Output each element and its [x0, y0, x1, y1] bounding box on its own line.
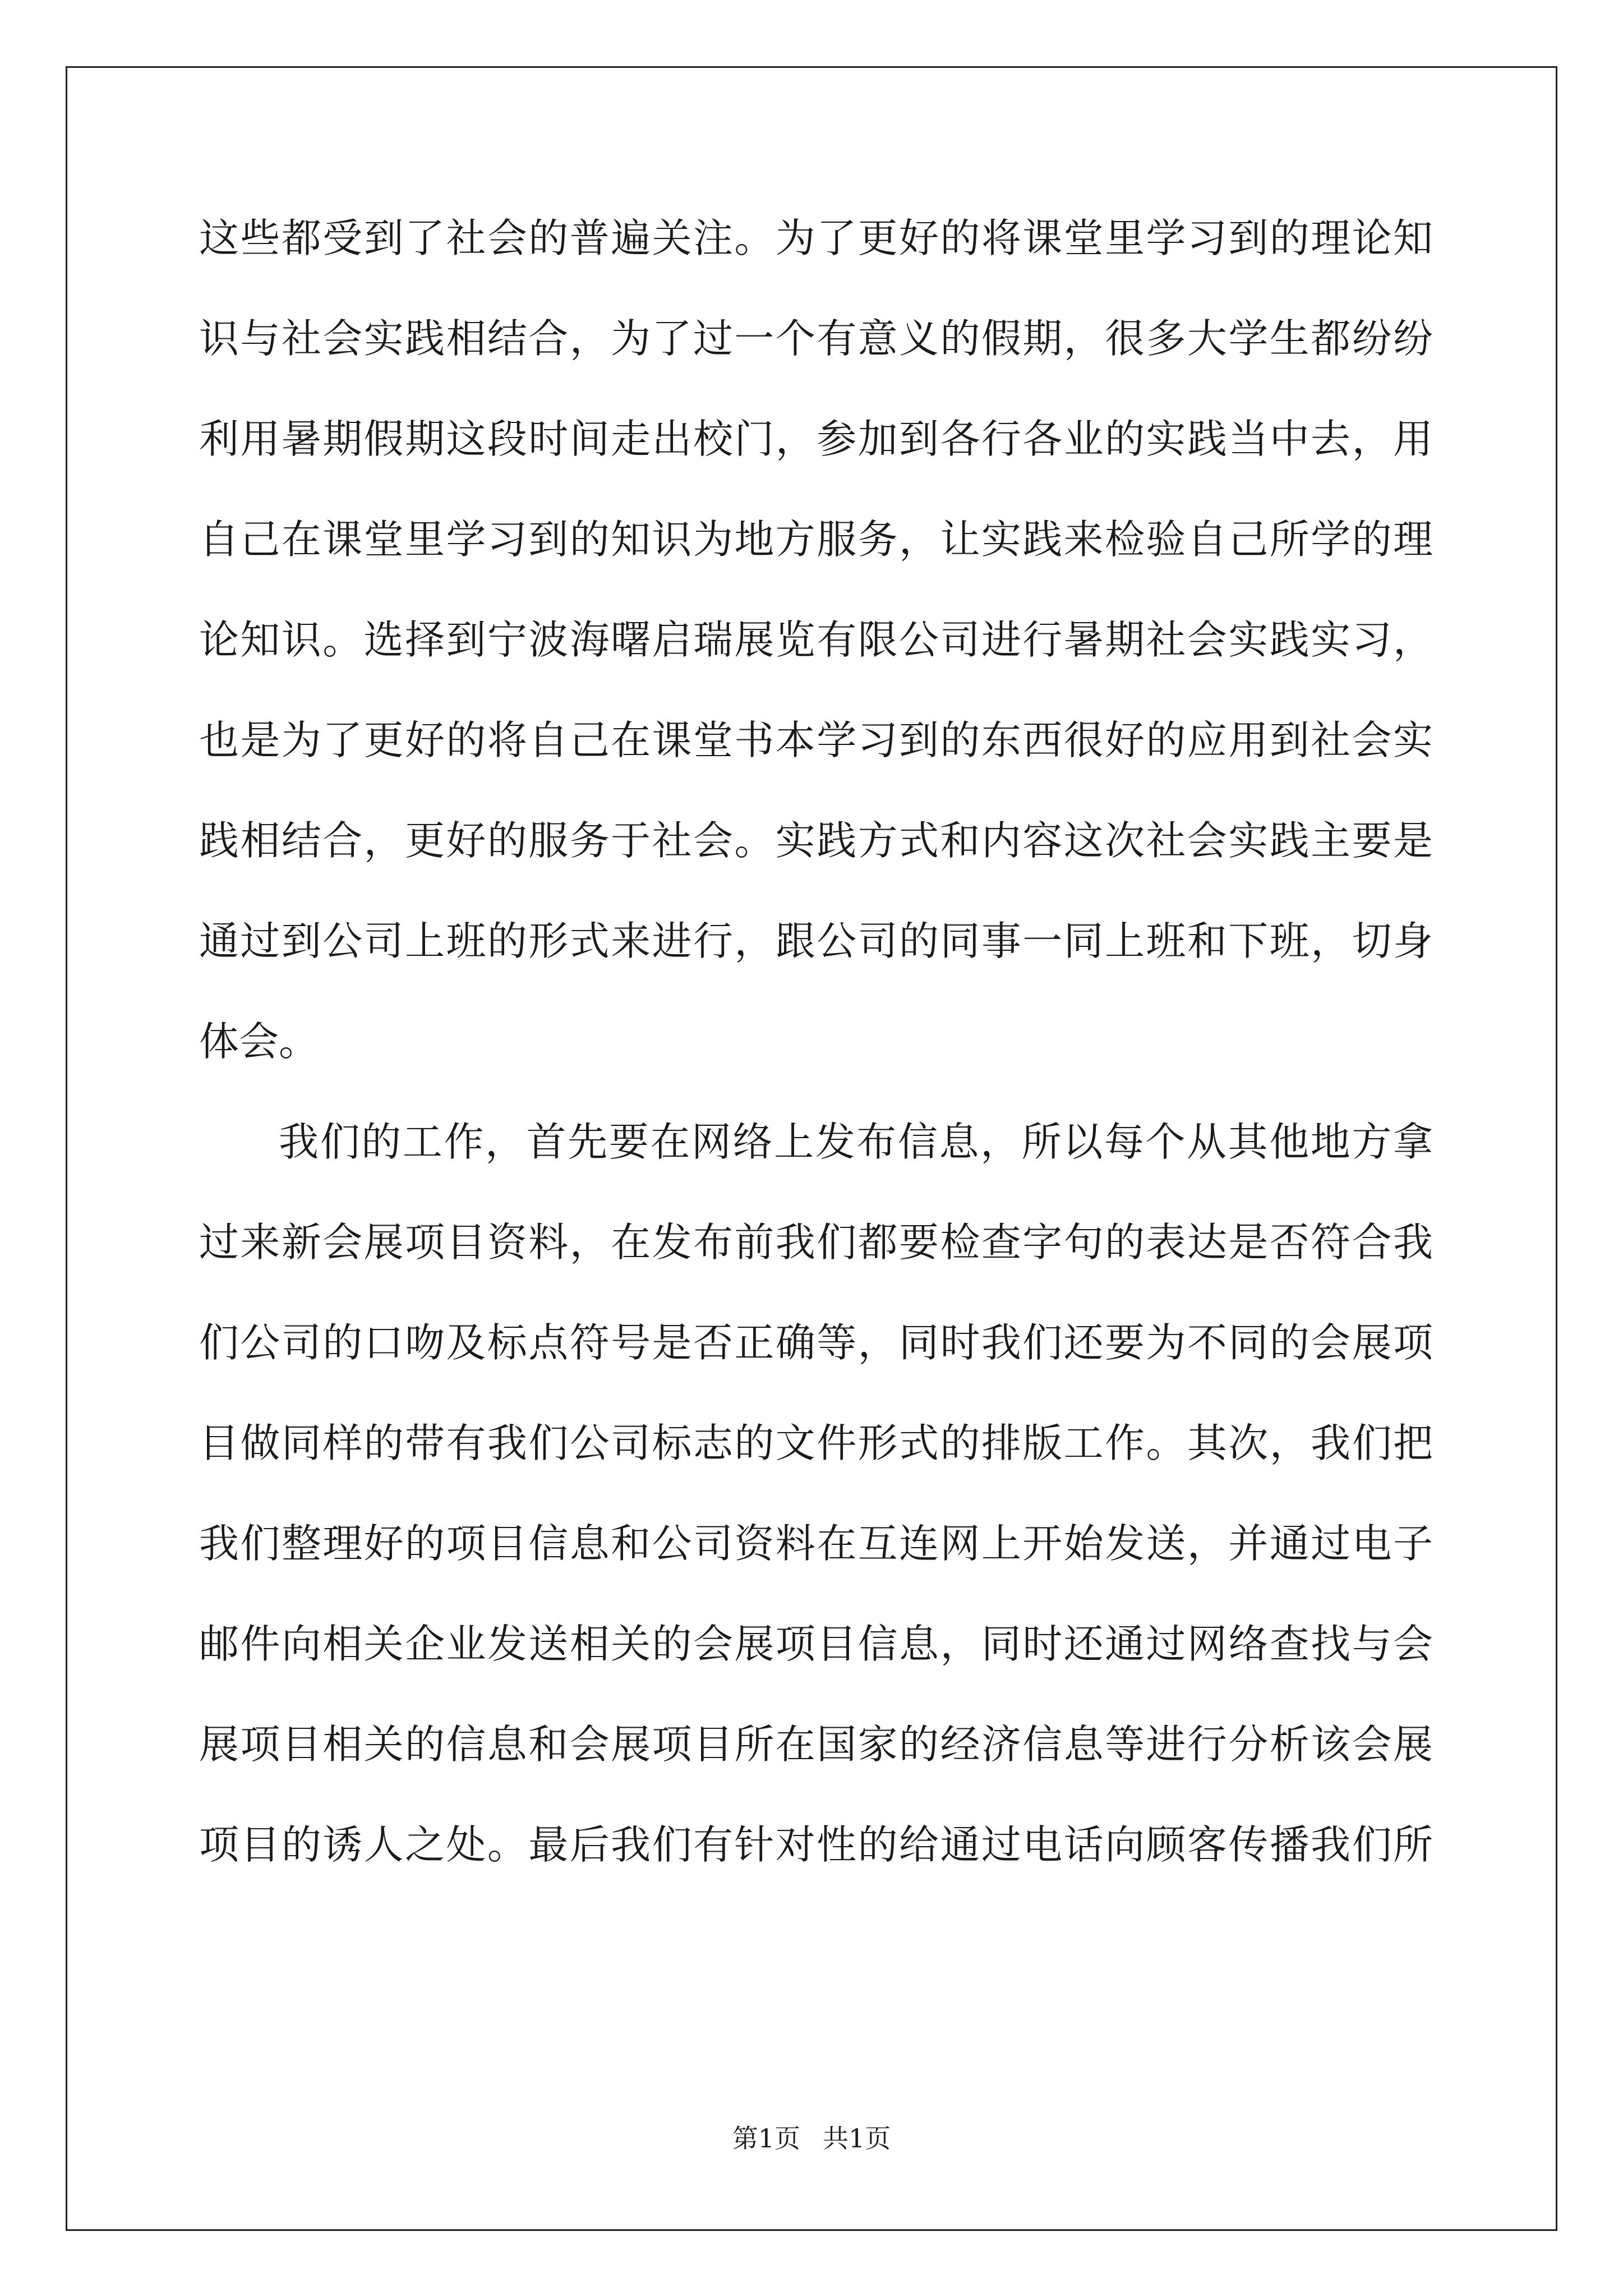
text-line: 目做同样的带有我们公司标志的文件形式的排版工作。其次，我们把	[199, 1420, 1433, 1466]
page-total: 共1页	[823, 2123, 891, 2154]
text-line: 这些都受到了社会的普遍关注。为了更好的将课堂里学习到的理论知	[199, 215, 1433, 261]
text-line: 邮件向相关企业发送相关的会展项目信息，同时还通过网络查找与会	[199, 1621, 1433, 1667]
paragraph-2	[199, 1114, 1433, 1917]
text-line: 项目的诱人之处。最后我们有针对性的给通过电话向顾客传播我们所	[199, 1821, 1433, 1868]
text-line: 体会。	[199, 1018, 319, 1065]
text-line: 我们的工作，首先要在网络上发布信息，所以每个从其他地方拿	[279, 1119, 1433, 1165]
text-line: 过来新会展项目资料，在发布前我们都要检查字句的表达是否符合我	[199, 1219, 1433, 1266]
text-line: 识与社会实践相结合，为了过一个有意义的假期，很多大学生都纷纷	[199, 315, 1433, 362]
text-line: 通过到公司上班的形式来进行，跟公司的同事一同上班和下班，切身	[199, 918, 1433, 964]
page-number: 第1页	[732, 2123, 800, 2154]
text-line: 利用暑期假期这段时间走出校门，参加到各行各业的实践当中去，用	[199, 416, 1433, 462]
text-line: 们公司的口吻及标点符号是否正确等，同时我们还要为不同的会展项	[199, 1319, 1433, 1366]
text-line: 展项目相关的信息和会展项目所在国家的经济信息等进行分析该会展	[199, 1721, 1433, 1768]
paragraph-1	[199, 210, 1433, 1114]
text-line: 论知识。选择到宁波海曙启瑞展览有限公司进行暑期社会实践实习，	[199, 616, 1433, 663]
text-line: 也是为了更好的将自己在课堂书本学习到的东西很好的应用到社会实	[199, 717, 1433, 763]
text-line: 自己在课堂里学习到的知识为地方服务，让实践来检验自己所学的理	[199, 516, 1433, 563]
page-footer	[0, 2122, 1623, 2155]
document-body	[199, 210, 1433, 1917]
text-line: 我们整理好的项目信息和公司资料在互连网上开始发送，并通过电子	[199, 1520, 1433, 1567]
text-line: 践相结合，更好的服务于社会。实践方式和内容这次社会实践主要是	[199, 817, 1433, 864]
